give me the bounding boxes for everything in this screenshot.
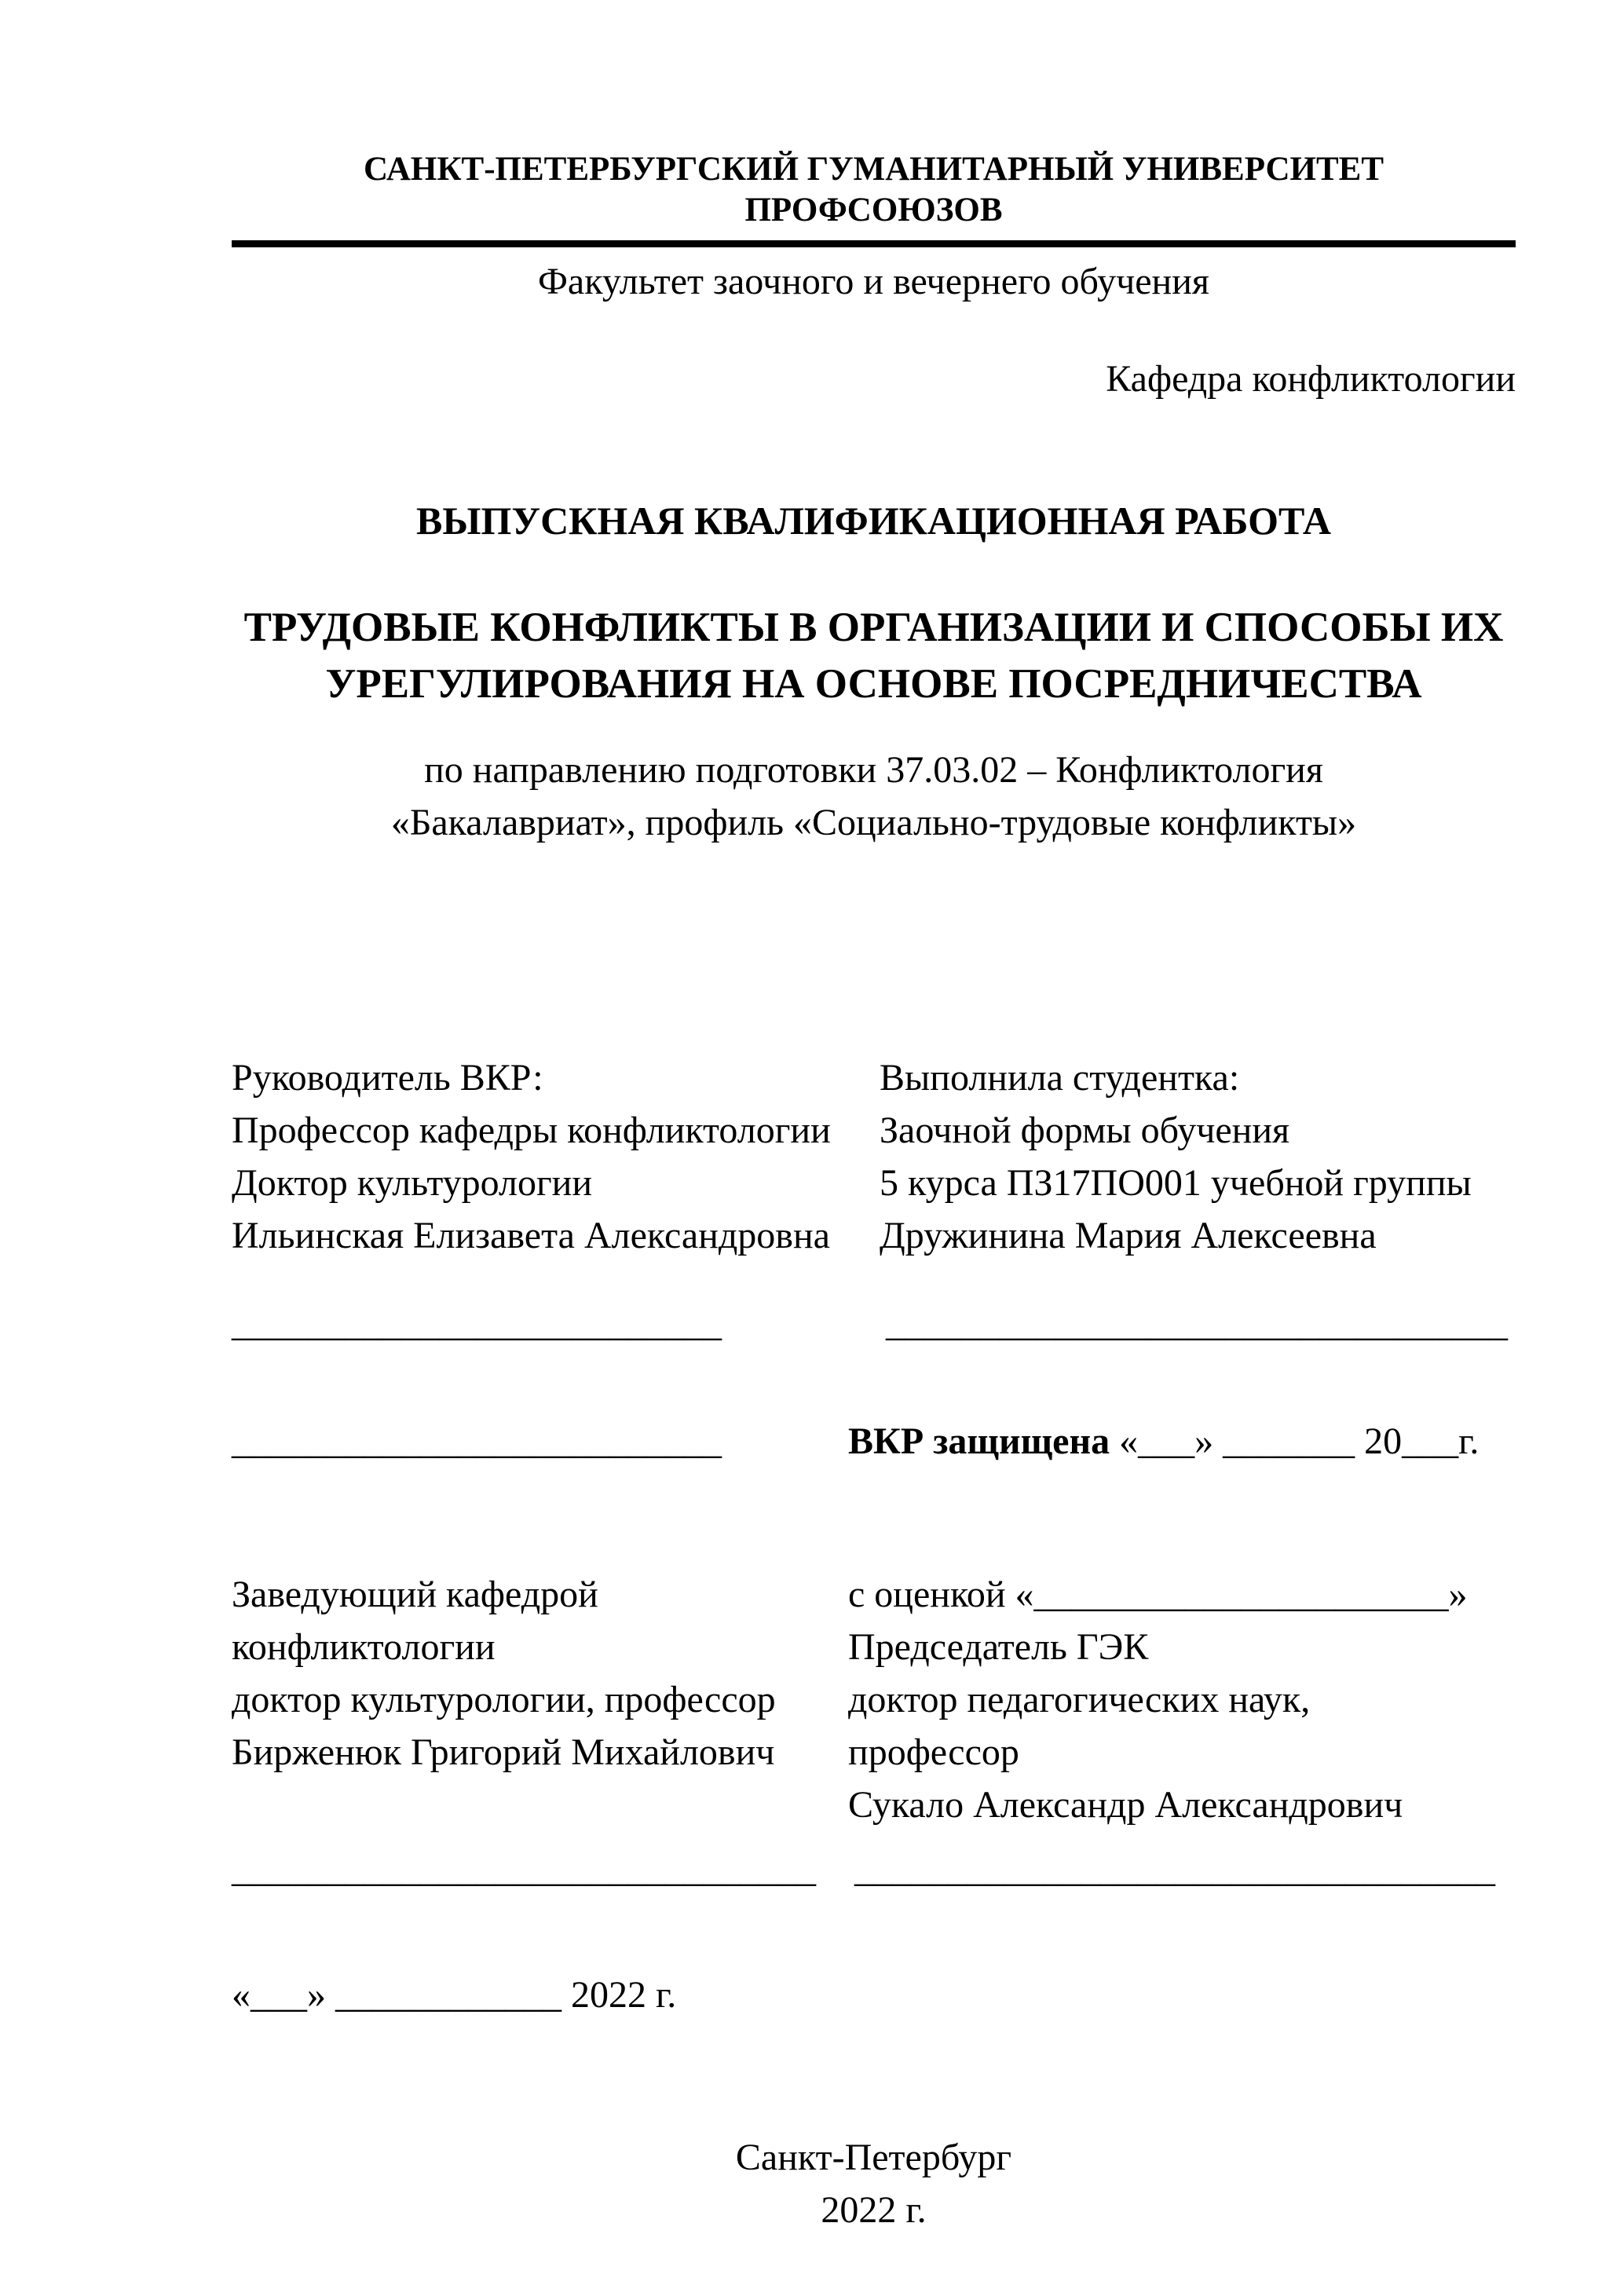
program-direction: по направлению подготовки 37.03.02 – Конфликтология [424, 749, 1323, 791]
defense-row [232, 1415, 1516, 1468]
student-group: 5 курса ПЗ17ПО001 учебной группы [880, 1162, 1472, 1204]
head-signature-line: __________________________ [232, 1420, 722, 1462]
signature-row-1 [232, 1297, 1516, 1350]
program-block [232, 744, 1516, 849]
document-header [232, 149, 1516, 403]
student-signature-line: _________________________________ [886, 1303, 1508, 1344]
student-name: Дружинина Мария Алексеевна [880, 1215, 1377, 1256]
people-block [232, 1051, 1516, 1262]
supervisor-block [232, 1051, 848, 1262]
defense-status-rest: «___» _______ 20___г. [1110, 1420, 1480, 1462]
defense-status-bold: ВКР защищена [848, 1420, 1110, 1462]
department-name: Кафедра конфликтологии [1106, 358, 1516, 400]
thesis-title: ТРУДОВЫЕ КОНФЛИКТЫ В ОРГАНИЗАЦИИ И СПОСОБЫ ИХ УРЕГУЛИРОВАНИЯ НА ОСНОВЕ ПОСРЕДНИЧЕСТВА [243, 605, 1504, 707]
city-name: Санкт-Петербург [735, 2137, 1012, 2178]
program-profile: «Бакалавриат», профиль «Социально-трудовые конфликты» [390, 802, 1357, 843]
head-name: Бирженюк Григорий Михайлович [232, 1731, 775, 1773]
year-label: 2022 г. [821, 2189, 927, 2231]
student-label: Выполнила студентка: [880, 1057, 1240, 1099]
supervisor-position: Профессор кафедры конфликтологии [232, 1110, 831, 1151]
chair-degree: доктор педагогических наук, [848, 1679, 1311, 1720]
head-position-line1: Заведующий кафедрой [232, 1574, 598, 1615]
chair-rank: профессор [848, 1731, 1019, 1773]
supervisor-name: Ильинская Елизавета Александровна [232, 1215, 830, 1256]
work-type-heading: ВЫПУСКНАЯ КВАЛИФИКАЦИОННАЯ РАБОТА [416, 499, 1331, 543]
gek-chair-block [848, 1568, 1516, 1831]
university-name: САНКТ-ПЕТЕРБУРГСКИЙ ГУМАНИТАРНЫЙ УНИВЕРСИТЕТ ПРОФСОЮЗОВ [363, 151, 1384, 229]
supervisor-signature-line: __________________________ [232, 1303, 722, 1344]
student-study-form: Заочной формы обучения [880, 1110, 1290, 1151]
defense-status-line [848, 1415, 1516, 1468]
header-rule [232, 240, 1516, 247]
head-degree: доктор культурологии, профессор [232, 1679, 776, 1720]
date-line: «___» ____________ 2022 г. [232, 1974, 677, 2016]
chair-signature-line: __________________________________ [854, 1848, 1495, 1890]
head-position-line2: конфликтологии [232, 1626, 496, 1668]
supervisor-label: Руководитель ВКР: [232, 1057, 543, 1099]
head-of-department-block [232, 1568, 848, 1831]
supervisor-degree: Доктор культурологии [232, 1162, 593, 1204]
head-final-signature-line: _______________________________ [232, 1848, 816, 1890]
officials-block [232, 1568, 1516, 1831]
chair-title: Председатель ГЭК [848, 1626, 1149, 1668]
student-block [848, 1051, 1516, 1262]
grade-line: с оценкой «______________________» [848, 1574, 1468, 1615]
chair-name: Сукало Александр Александрович [848, 1784, 1403, 1826]
faculty-name: Факультет заочного и вечернего обучения [538, 261, 1209, 302]
signature-row-3 [232, 1843, 1516, 1896]
